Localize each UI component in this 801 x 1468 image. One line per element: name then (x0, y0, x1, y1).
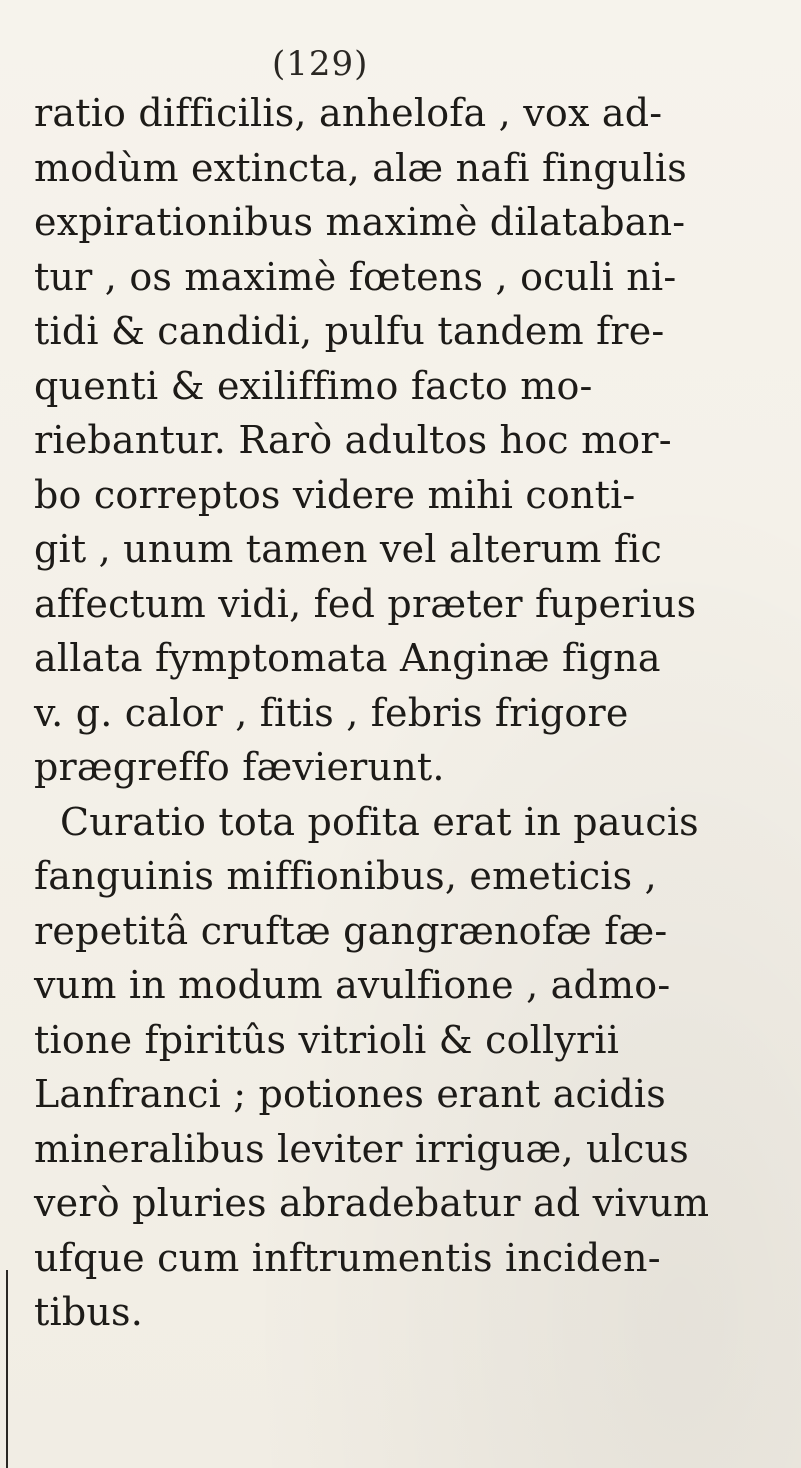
text-line: quenti & exiliffimo facto mo- (34, 363, 593, 408)
text-line: verò pluries abradebatur ad vivum (34, 1181, 710, 1225)
text-line: vum in modum avulfione , admo- (34, 963, 671, 1007)
text-line: mineralibus leviter irriguæ, ulcus (34, 1126, 689, 1171)
page-edge-line (6, 1270, 8, 1468)
text-line: riebantur. Rarò adultos hoc mor- (34, 418, 672, 462)
text-line: Lanfranci ; potiones erant acidis (34, 1072, 666, 1116)
page-number: (129) (272, 44, 369, 84)
text-line: tur , os maximè fœtens , oculi ni- (34, 254, 677, 299)
text-line: affectum vidi, fed præter fuperius (34, 581, 697, 626)
text-line: expirationibus maximè dilataban- (34, 200, 686, 244)
text-line: tione fpiritûs vitrioli & collyrii (34, 1017, 620, 1062)
text-line: modùm extincta, alæ nafi fingulis (34, 145, 687, 190)
text-line: tidi & candidi, pulfu tandem fre- (34, 309, 665, 353)
text-line: prægreffo fævierunt. (34, 745, 445, 789)
text-line: v. g. calor , fitis , febris frigore (34, 690, 629, 735)
text-line: ratio difficilis, anhelofa , vox ad- (34, 91, 663, 135)
text-line: tibus. (34, 1290, 144, 1334)
paragraph-start-line: Curatio tota pofita erat in paucis (60, 799, 699, 844)
text-line: ufque cum inftrumentis inciden- (34, 1235, 661, 1280)
body-text (34, 86, 774, 1340)
text-line: repetitâ cruftæ gangrænofæ fæ- (34, 908, 668, 953)
text-line: allata fymptomata Anginæ figna (34, 636, 661, 680)
text-line: git , unum tamen vel alterum fic (34, 527, 662, 571)
text-line: fanguinis miffionibus, emeticis , (34, 854, 657, 898)
text-line: bo correptos videre mihi conti- (34, 472, 636, 517)
